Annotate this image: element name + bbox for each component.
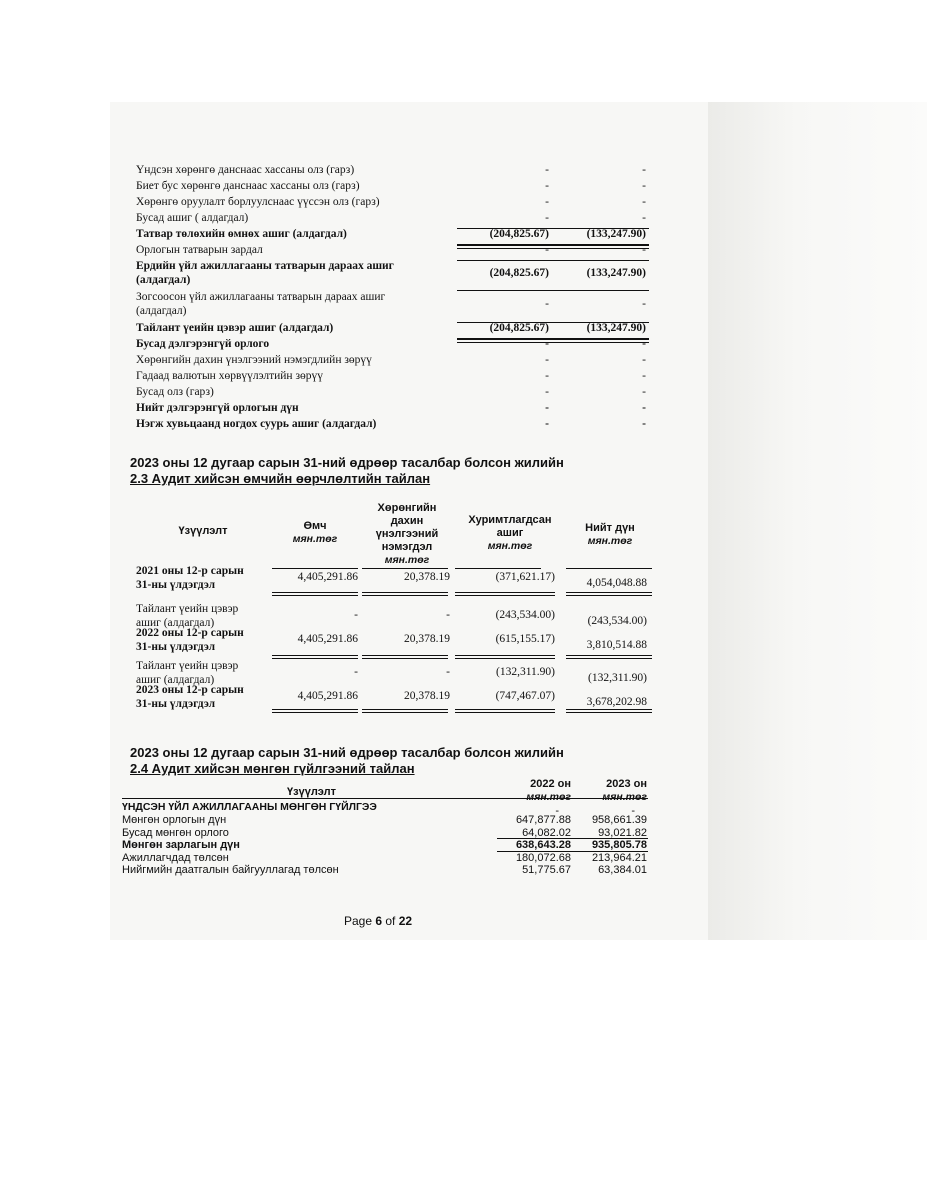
cashflow-row-2022: 180,072.68 [515, 851, 571, 864]
cashflow-subtitle: 2.4 Аудит хийсэн мөнгөн гүйлгээний тайлан [130, 761, 415, 776]
income-row-2022: - [642, 212, 646, 224]
cashflow-section-title: ҮНДСЭН ҮЙЛ АЖИЛЛАГААНЫ МӨНГӨН ГҮЙЛГЭЭ [122, 801, 377, 813]
cashflow-header-2022: 2022 он [530, 778, 571, 790]
income-row-2023: - [545, 418, 549, 430]
income-row-2023: (204,825.67) [489, 267, 549, 279]
equity-row-rule [272, 592, 358, 596]
cashflow-row-2022: 638,643.28 [515, 839, 571, 851]
equity-header-total: Нийт дүн [585, 522, 635, 534]
equity-row-rule [566, 655, 652, 659]
equity-row-reval: - [446, 609, 450, 621]
equity-header-retained-2: ашиг [496, 527, 524, 539]
equity-row-total: (243,534.00) [587, 615, 647, 627]
income-row-label: Ердийн үйл ажиллагааны татварын дараах ашиг [136, 260, 394, 272]
income-row-2022: - [642, 338, 646, 350]
equity-row-label: 2022 оны 12-р сарын [136, 627, 244, 639]
income-rule [457, 290, 649, 291]
equity-header-rule [455, 568, 541, 569]
equity-title: 2023 оны 12 дугаар сарын 31-ний өдрөөр тасалбар болсон жилийн [130, 455, 564, 470]
equity-row-label-cont: ашиг (алдагдал) [136, 674, 215, 686]
cashflow-header-rule [122, 798, 648, 799]
cashflow-row-2022: 64,082.02 [522, 826, 571, 839]
income-row-2022: (133,247.90) [586, 228, 646, 240]
cashflow-row-label: Мөнгөн орлогын дүн [122, 814, 227, 826]
page-edge [708, 102, 927, 940]
equity-row-rule [566, 592, 652, 596]
equity-row-rule [455, 592, 555, 596]
equity-header-reval-4: нэмэгдэл [381, 541, 433, 553]
income-double-rule [457, 339, 649, 343]
cashflow-row-2023: 213,964.21 [591, 851, 647, 864]
equity-row-total: 3,678,202.98 [586, 696, 647, 708]
cashflow-header-indicator: Үзүүлэлт [287, 786, 336, 798]
equity-header-indicator: Үзүүлэлт [178, 525, 228, 537]
cashflow-section-2022: - [555, 805, 559, 817]
income-row-label-cont: (алдагдал) [136, 274, 191, 286]
income-row-label: Бусад олз (гарз) [136, 386, 214, 398]
income-row-label: Хөрөнгө оруулалт борлуулснаас үүссэн олз (гарз) [136, 196, 380, 208]
income-row-2023: - [545, 354, 549, 366]
income-row-2023: - [545, 338, 549, 350]
income-row-2022: (133,247.90) [586, 322, 646, 334]
income-row-label: Зогсоосон үйл ажиллагааны татварын дараах ашиг [136, 291, 386, 303]
cashflow-row-2023: 93,021.82 [598, 826, 647, 839]
income-row-label: Нэгж хувьцаанд ногдох суурь ашиг (алдагдал) [136, 418, 377, 430]
equity-row-equity: - [354, 609, 358, 621]
income-row-2022: - [642, 180, 646, 192]
income-row-label: Татвар төлөхийн өмнөх ашиг (алдагдал) [136, 228, 347, 240]
equity-row-reval: 20,378.19 [404, 571, 450, 583]
income-row-2022: (133,247.90) [586, 267, 646, 279]
income-rule [457, 322, 649, 323]
income-row-2023: - [545, 164, 549, 176]
equity-header-retained-1: Хуримтлагдсан [468, 514, 552, 526]
income-row-label: Бусад ашиг ( алдагдал) [136, 212, 249, 224]
equity-row-total: 4,054,048.88 [586, 577, 647, 589]
cashflow-header-2023-unit: мян.төг [602, 791, 647, 803]
page-number-prefix: Page [344, 914, 376, 928]
cashflow-title: 2023 оны 12 дугаар сарын 31-ний өдрөөр тасалбар болсон жилийн [130, 745, 564, 760]
equity-row-rule [272, 709, 358, 713]
equity-row-rule [362, 709, 448, 713]
cashflow-row-2022: 647,877.88 [515, 814, 571, 826]
equity-row-rule [455, 709, 555, 713]
equity-row-total: (132,311.90) [588, 672, 647, 684]
income-row-label: Орлогын татварын зардал [136, 244, 263, 256]
income-row-label-cont: (алдагдал) [136, 305, 187, 317]
equity-row-total: 3,810,514.88 [586, 639, 647, 651]
equity-row-reval: 20,378.19 [404, 690, 450, 702]
income-row-label: Нийт дэлгэрэнгүй орлогын дүн [136, 402, 299, 414]
income-row-label: Үндсэн хөрөнгө данснаас хассаны олз (гарз) [136, 164, 355, 176]
income-row-2022: - [642, 354, 646, 366]
equity-row-label-cont: ашиг (алдагдал) [136, 617, 215, 629]
cashflow-row-2023: 935,805.78 [591, 839, 647, 851]
equity-row-label: 2023 оны 12-р сарын [136, 684, 244, 696]
income-row-2023: (204,825.67) [489, 228, 549, 240]
cashflow-row-2022: 51,775.67 [522, 864, 571, 876]
equity-row-rule [272, 655, 358, 659]
cashflow-row-label: Бусад мөнгөн орлого [122, 826, 229, 839]
income-row-2023: - [545, 370, 549, 382]
equity-header-rule [566, 568, 652, 569]
cashflow-row-label: Мөнгөн зарлагын дүн [122, 839, 240, 851]
income-row-label: Хөрөнгийн дахин үнэлгээний нэмэгдлийн зөрүү [136, 354, 372, 366]
equity-row-label-cont: 31-ны үлдэгдэл [136, 698, 216, 710]
income-row-2023: - [545, 402, 549, 414]
income-row-label: Тайлант үеийн цэвэр ашиг (алдагдал) [136, 322, 334, 334]
equity-row-label: Тайлант үеийн цэвэр [136, 603, 239, 615]
cashflow-rule [497, 838, 648, 839]
income-row-2022: - [642, 164, 646, 176]
equity-row-rule [566, 709, 652, 713]
equity-row-equity: - [354, 666, 358, 678]
cashflow-header-2022-unit: мян.төг [526, 791, 571, 803]
income-row-2022: - [642, 418, 646, 430]
income-rule [457, 260, 649, 261]
equity-row-retained: (132,311.90) [496, 666, 555, 678]
equity-header-reval-1: Хөрөнгийн [377, 502, 437, 514]
income-row-2022: - [642, 386, 646, 398]
cashflow-rule [497, 851, 648, 852]
page-number [344, 914, 412, 928]
equity-row-retained: (371,621.17) [495, 571, 555, 583]
equity-row-reval: 20,378.19 [404, 633, 450, 645]
equity-header-rule [362, 568, 448, 569]
income-row-2023: - [545, 386, 549, 398]
equity-row-equity: 4,405,291.86 [297, 571, 358, 583]
equity-row-label: Тайлант үеийн цэвэр [136, 660, 239, 672]
income-row-2023: - [545, 298, 549, 310]
equity-header-equity: Өмч [303, 520, 327, 532]
equity-header-reval-2: дахин [390, 515, 424, 527]
equity-row-rule [362, 592, 448, 596]
income-row-2023: - [545, 180, 549, 192]
income-row-2023: - [545, 244, 549, 256]
equity-header-rule [272, 568, 358, 569]
equity-header-retained-unit: мян.төг [487, 540, 533, 552]
cashflow-header-2023: 2023 он [606, 778, 647, 790]
equity-row-rule [362, 655, 448, 659]
equity-row-rule [455, 655, 555, 659]
page-number-of: of [382, 914, 399, 928]
cashflow-row-2023: 958,661.39 [591, 814, 647, 826]
income-row-2022: - [642, 196, 646, 208]
income-row-2022: - [642, 402, 646, 414]
cashflow-section-2023: - [631, 805, 635, 817]
equity-header-total-unit: мян.төг [587, 535, 633, 547]
equity-header-equity-unit: мян.төг [292, 533, 338, 545]
income-row-2023: (204,825.67) [489, 322, 549, 334]
income-row-2023: - [545, 212, 549, 224]
equity-row-retained: (747,467.07) [495, 690, 555, 702]
equity-row-retained: (615,155.17) [495, 633, 555, 645]
income-row-label: Биет бус хөрөнгө данснаас хассаны олз (гарз) [136, 180, 360, 192]
income-row-2022: - [642, 370, 646, 382]
equity-header-reval-3: үнэлгээний [375, 528, 439, 540]
cashflow-row-label: Нийгмийн даатгалын байгууллагад төлсөн [122, 864, 339, 876]
page-number-current: 6 [375, 914, 383, 928]
income-row-2022: - [642, 244, 646, 256]
income-row-label: Гадаад валютын хөрвүүлэлтийн зөрүү [136, 370, 323, 382]
equity-subtitle: 2.3 Аудит хийсэн өмчийн өөрчлөлтийн тайлан [130, 471, 431, 486]
cashflow-row-label: Ажиллагчдад төлсөн [122, 851, 229, 864]
equity-row-label: 2021 оны 12-р сарын [136, 565, 244, 577]
income-row-label: Бусад дэлгэрэнгүй орлого [136, 338, 270, 350]
equity-row-equity: 4,405,291.86 [297, 690, 358, 702]
equity-row-reval: - [446, 666, 450, 678]
equity-row-retained: (243,534.00) [495, 609, 555, 621]
equity-row-label-cont: 31-ны үлдэгдэл [136, 579, 216, 591]
income-rule [457, 228, 649, 229]
income-double-rule [457, 245, 649, 249]
page-number-total: 22 [398, 914, 413, 928]
equity-row-label-cont: 31-ны үлдэгдэл [136, 641, 216, 653]
equity-header-reval-unit: мян.төг [384, 554, 430, 566]
income-row-2023: - [545, 196, 549, 208]
cashflow-row-2023: 63,384.01 [598, 864, 647, 876]
equity-row-equity: 4,405,291.86 [297, 633, 358, 645]
income-row-2022: - [642, 298, 646, 310]
